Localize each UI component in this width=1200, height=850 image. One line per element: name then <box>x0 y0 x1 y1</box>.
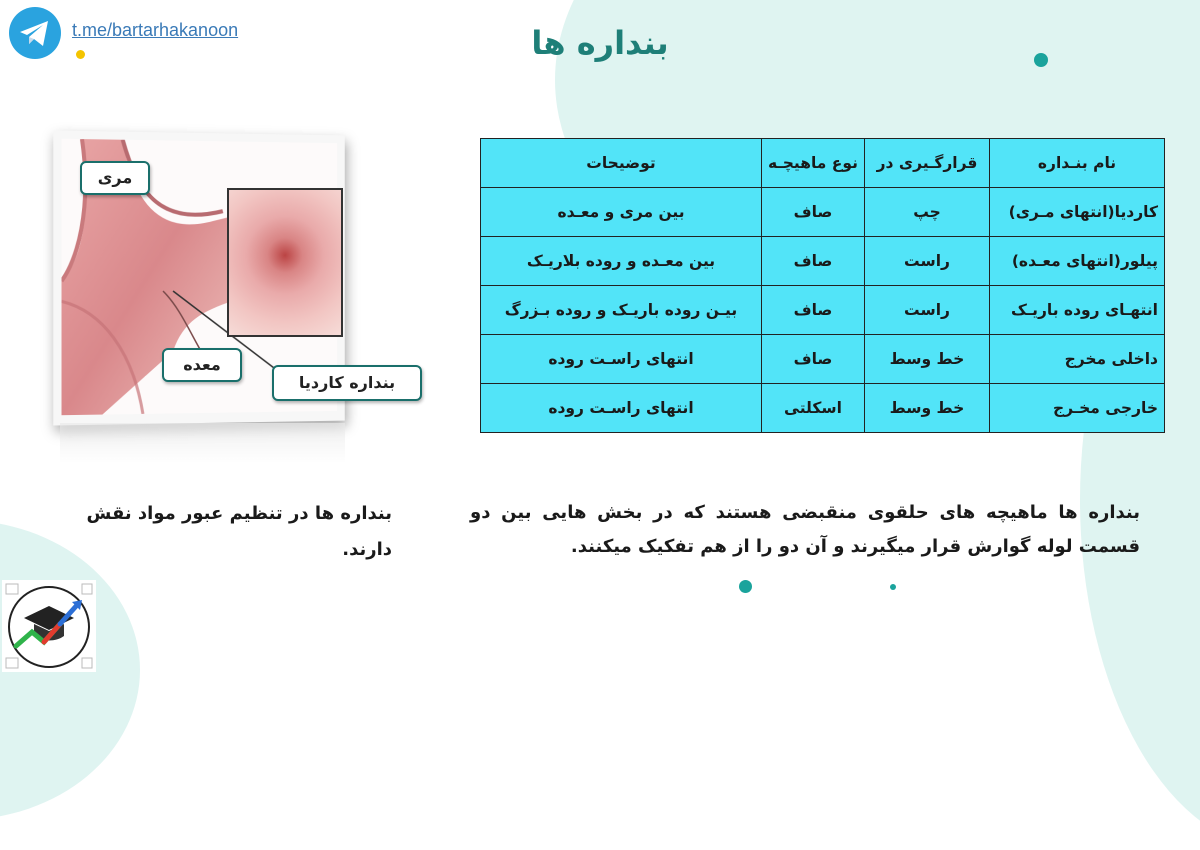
cell-muscle-type: صاف <box>762 188 865 237</box>
table-row <box>481 237 1165 286</box>
cell-description: انتهای راسـت روده <box>481 384 762 433</box>
cell-name: داخلی مخرج <box>990 335 1165 384</box>
endoscopic-view-inset <box>227 188 343 337</box>
cell-location: خط وسط <box>865 335 990 384</box>
header-location: قرارگـیری در <box>865 139 990 188</box>
decorative-dot <box>1034 53 1048 67</box>
header-muscle-type: نوع ماهیچـه <box>762 139 865 188</box>
cell-location: چپ <box>865 188 990 237</box>
page-title: بنداره ها <box>531 24 669 62</box>
cell-name: کاردیا(انتهای مـری) <box>990 188 1165 237</box>
header-description: توضیحات <box>481 139 762 188</box>
sphincter-table <box>480 138 1165 433</box>
cell-description: بین مری و معـده <box>481 188 762 237</box>
decorative-dot <box>890 584 896 590</box>
sphincter-definition: بنداره ها ماهیچه های حلقوی منقبضی هستند که در بخش هایی بین دو قسمت لوله گوارش قرار میگیرند و آن دو را از هم تفکیک میکنند. <box>470 502 1140 557</box>
side-note: بنداره ها در تنظیم عبور مواد نقش دارند. <box>86 503 392 560</box>
cell-muscle-type: اسکلتی <box>762 384 865 433</box>
label-cardiac-sphincter: بنداره کاردیا <box>272 365 422 401</box>
cell-description: انتهای راسـت روده <box>481 335 762 384</box>
decorative-dot <box>739 580 752 593</box>
table-header-row <box>481 139 1165 188</box>
decorative-dot <box>76 50 85 59</box>
cell-muscle-type: صاف <box>762 286 865 335</box>
label-esophagus: مری <box>80 161 150 195</box>
cell-description: بیـن روده باریـک و روده بـزرگ <box>481 286 762 335</box>
cell-name: خارجی مخـرج <box>990 384 1165 433</box>
cell-location: راست <box>865 237 990 286</box>
cell-muscle-type: صاف <box>762 335 865 384</box>
channel-link[interactable]: t.me/bartarhakanoon <box>72 20 239 40</box>
label-stomach: معده <box>162 348 242 382</box>
cell-description: بین معـده و روده بلاریـک <box>481 237 762 286</box>
cell-muscle-type: صاف <box>762 237 865 286</box>
cell-name: پیلور(انتهای معـده) <box>990 237 1165 286</box>
image-reflection <box>60 423 345 463</box>
table-row <box>481 335 1165 384</box>
cell-name: انتهـای روده باریـک <box>990 286 1165 335</box>
header-name: نام بنـداره <box>990 139 1165 188</box>
table-row <box>481 286 1165 335</box>
table-row <box>481 384 1165 433</box>
telegram-icon[interactable] <box>8 6 62 60</box>
brand-logo-icon <box>2 580 96 672</box>
table-row <box>481 188 1165 237</box>
cell-location: راست <box>865 286 990 335</box>
cell-location: خط وسط <box>865 384 990 433</box>
